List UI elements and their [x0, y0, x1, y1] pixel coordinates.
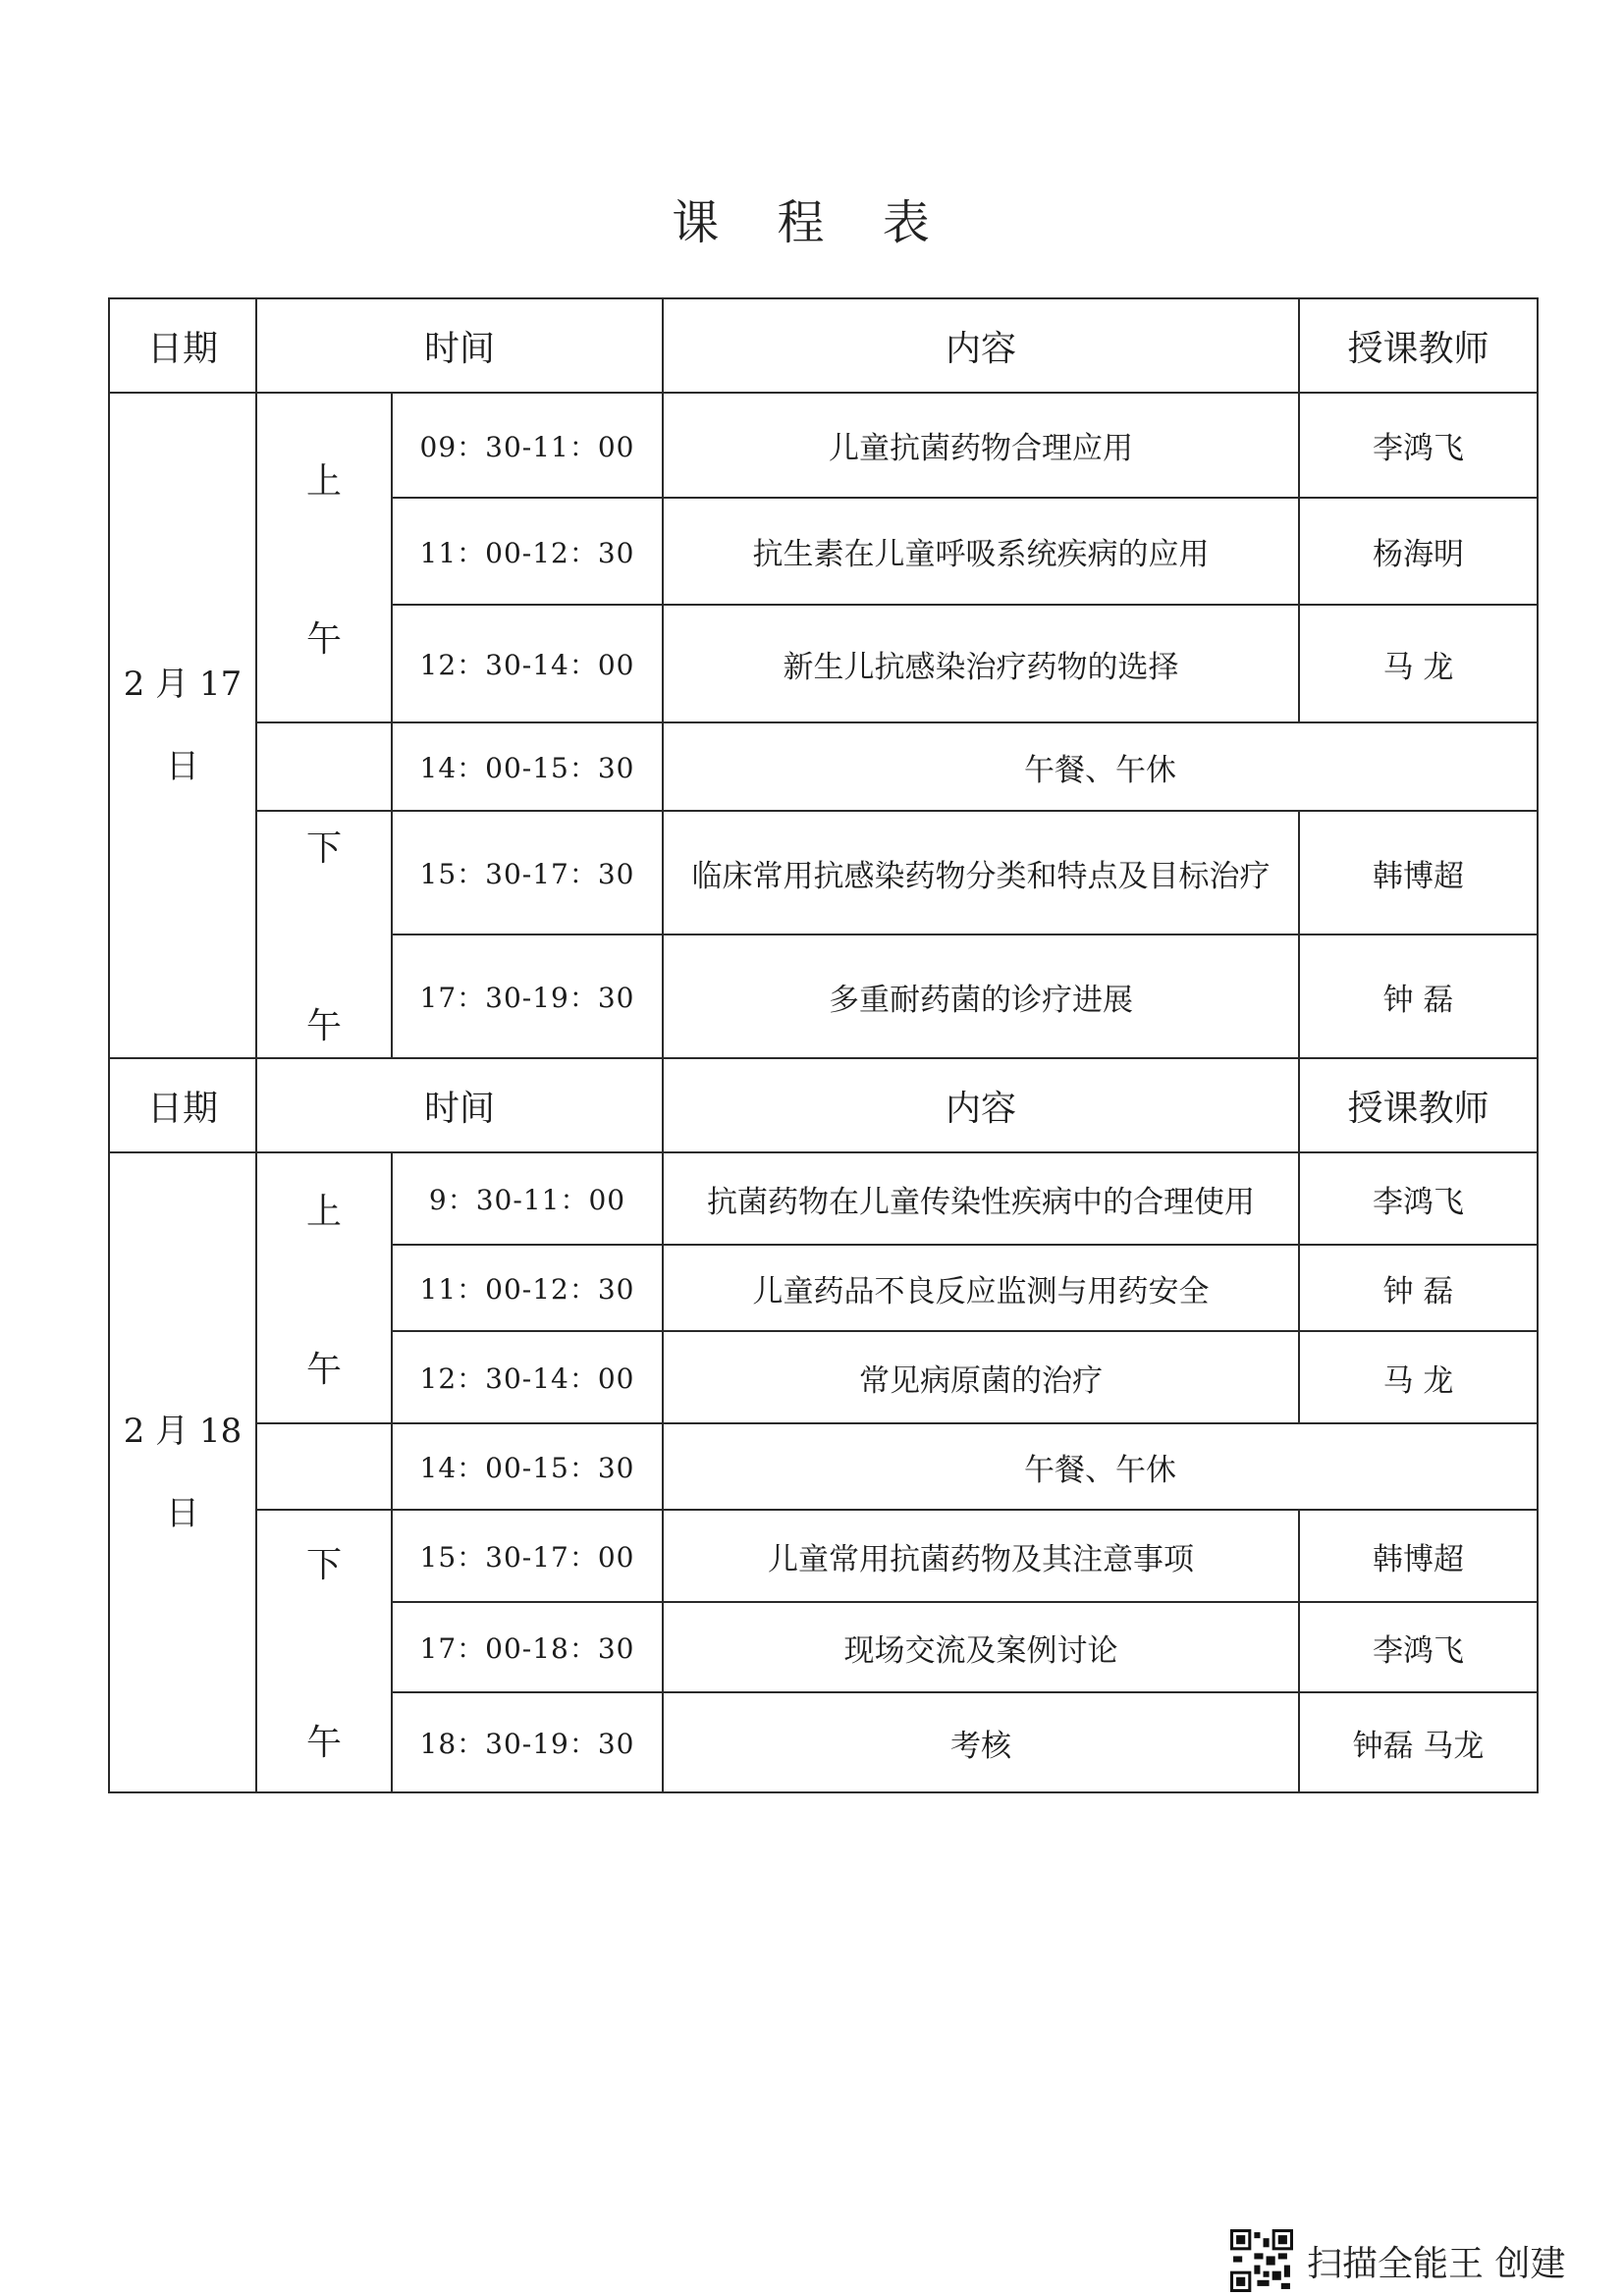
qr-code-icon [1230, 2229, 1293, 2292]
empty-period-cell [256, 722, 392, 811]
table-row-lunch [109, 1423, 1538, 1510]
teacher-cell: 韩博超 [1299, 811, 1538, 934]
header-teacher: 授课教师 [1299, 298, 1538, 393]
lunch-break-cell: 午餐、午休 [663, 722, 1538, 811]
teacher-cell: 钟磊 马龙 [1299, 1692, 1538, 1792]
period-char: 下 [305, 828, 342, 869]
time-cell: 09：30-11：00 [392, 393, 663, 498]
scanner-watermark [1230, 2226, 1565, 2295]
content-cell: 多重耐药菌的诊疗进展 [663, 934, 1299, 1058]
teacher-cell: 马 龙 [1299, 1331, 1538, 1423]
time-cell: 11：00-12：30 [392, 1245, 663, 1331]
time-cell: 15：30-17：30 [392, 811, 663, 934]
afternoon-cell-day2 [256, 1510, 392, 1792]
period-char: 午 [305, 619, 342, 660]
header-time: 时间 [256, 298, 663, 393]
date-char: 日 [166, 1494, 199, 1533]
lunch-break-cell: 午餐、午休 [663, 1423, 1538, 1510]
header-teacher: 授课教师 [1299, 1058, 1538, 1152]
period-char: 午 [305, 1723, 342, 1763]
content-cell: 常见病原菌的治疗 [663, 1331, 1299, 1423]
date-char: 18 [199, 1412, 243, 1451]
teacher-cell: 马 龙 [1299, 605, 1538, 722]
afternoon-cell-day1 [256, 811, 392, 1058]
date-char: 17 [199, 665, 243, 704]
date-char: 月 [155, 1412, 189, 1451]
time-cell: 14：00-15：30 [392, 722, 663, 811]
empty-period-cell [256, 1423, 392, 1510]
date-char: 2 [123, 665, 145, 704]
morning-cell-day2 [256, 1152, 392, 1423]
teacher-cell: 李鸿飞 [1299, 1602, 1538, 1692]
teacher-cell: 李鸿飞 [1299, 1152, 1538, 1245]
period-char: 午 [305, 1006, 342, 1046]
date-cell-day1 [109, 393, 256, 1058]
content-cell: 儿童抗菌药物合理应用 [663, 393, 1299, 498]
period-char: 下 [305, 1545, 342, 1585]
date-char: 2 [123, 1412, 145, 1451]
table-header-row [109, 298, 1538, 393]
content-cell: 抗菌药物在儿童传染性疾病中的合理使用 [663, 1152, 1299, 1245]
content-cell: 抗生素在儿童呼吸系统疾病的应用 [663, 498, 1299, 605]
content-cell: 儿童常用抗菌药物及其注意事项 [663, 1510, 1299, 1602]
content-cell: 儿童药品不良反应监测与用药安全 [663, 1245, 1299, 1331]
header-content: 内容 [663, 298, 1299, 393]
teacher-cell: 钟 磊 [1299, 1245, 1538, 1331]
header-time: 时间 [256, 1058, 663, 1152]
header-date: 日期 [109, 298, 256, 393]
teacher-cell: 钟 磊 [1299, 934, 1538, 1058]
time-cell: 15：30-17：00 [392, 1510, 663, 1602]
table-row [109, 1152, 1538, 1245]
date-char: 月 [155, 665, 189, 704]
content-cell: 现场交流及案例讨论 [663, 1602, 1299, 1692]
time-cell: 12：30-14：00 [392, 1331, 663, 1423]
teacher-cell: 韩博超 [1299, 1510, 1538, 1602]
period-char: 上 [305, 461, 342, 502]
teacher-cell: 杨海明 [1299, 498, 1538, 605]
table-row [109, 1510, 1538, 1602]
table-row [109, 393, 1538, 498]
morning-cell-day1 [256, 393, 392, 722]
time-cell: 14：00-15：30 [392, 1423, 663, 1510]
table-row-lunch [109, 722, 1538, 811]
time-cell: 9：30-11：00 [392, 1152, 663, 1245]
page-title: 课 程 表 [672, 195, 951, 250]
content-cell: 新生儿抗感染治疗药物的选择 [663, 605, 1299, 722]
time-cell: 11：00-12：30 [392, 498, 663, 605]
date-char: 日 [166, 747, 199, 786]
time-cell: 17：00-18：30 [392, 1602, 663, 1692]
header-content: 内容 [663, 1058, 1299, 1152]
header-date: 日期 [109, 1058, 256, 1152]
scanner-app-name: 扫描全能王 创建 [1307, 2243, 1566, 2284]
content-cell: 考核 [663, 1692, 1299, 1792]
time-cell: 12：30-14：00 [392, 605, 663, 722]
table-header-row [109, 1058, 1538, 1152]
time-cell: 18：30-19：30 [392, 1692, 663, 1792]
schedule-table [108, 297, 1539, 1793]
period-char: 午 [305, 1350, 342, 1390]
period-char: 上 [305, 1192, 342, 1232]
teacher-cell: 李鸿飞 [1299, 393, 1538, 498]
table-row [109, 811, 1538, 934]
time-cell: 17：30-19：30 [392, 934, 663, 1058]
content-cell: 临床常用抗感染药物分类和特点及目标治疗 [663, 811, 1299, 934]
date-cell-day2 [109, 1152, 256, 1792]
